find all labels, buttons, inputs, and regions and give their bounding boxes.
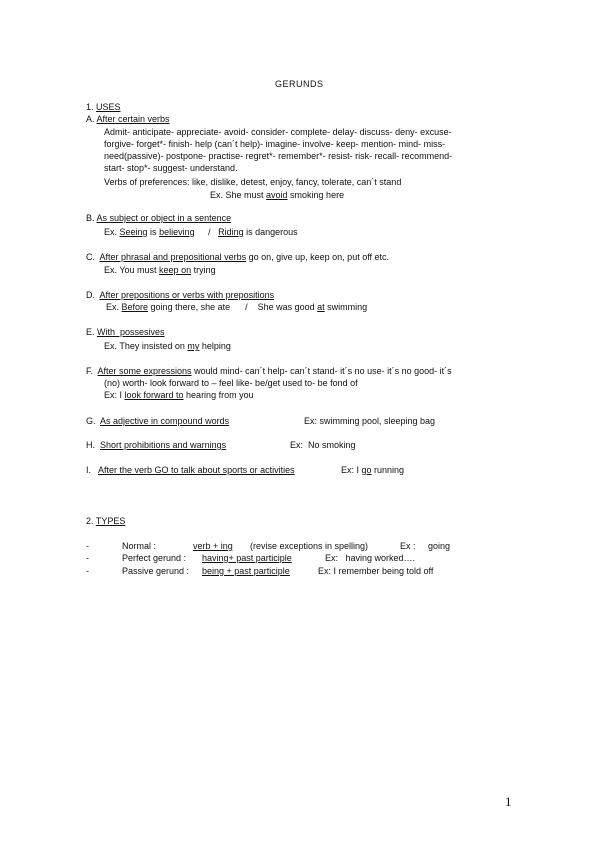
example-g: Ex: swimming pool, sleeping bag [304,416,436,426]
example-a: Ex. She must avoid smoking here [210,190,345,200]
type-form: verb + ing [193,541,233,551]
section-types-heading: 2. TYPES [86,516,126,526]
type-example: Ex: having worked…. [325,553,416,563]
type-example: Ex : going [400,541,451,551]
verbs-line-3: need(passive)- postpone- practise- regret*- remember*- resist- risk- recall- recommend- [104,151,453,161]
type-example: Ex: I remember being told off [318,566,434,576]
type-form: having+ past participle [202,553,292,563]
example-c: Ex. You must keep on trying [104,265,216,275]
example-d: Ex. Before going there, she ate / She was good at swimming [106,302,368,312]
section-uses-heading: 1. USES [86,102,121,112]
type-dash: - [86,541,89,551]
example-h: Ex: No smoking [290,440,356,450]
type-note: (revise exceptions in spelling) [250,541,369,551]
verbs-line-2: forgive- forget*- finish- help (can´t help)- imagine- involve- keep- mention- mind- miss- [104,139,446,149]
expressions-line-2: (no) worth- look forward to – feel like- be/get used to- be fond of [104,378,358,388]
verbs-line-1: Admit- anticipate- appreciate- avoid- consider- complete- delay- discuss- deny- excuse- [104,127,452,137]
type-dash: - [86,566,89,576]
example-i: Ex: I go running [341,465,405,475]
example-f: Ex: I look forward to hearing from you [104,390,254,400]
page-number: 1 [505,794,512,809]
type-dash: - [86,553,89,563]
section-e-heading: E. With possesives [86,327,165,337]
type-name: Normal : [122,541,157,551]
page-title: GERUNDS [275,79,324,89]
example-e: Ex. They insisted on my helping [104,341,231,351]
verbs-of-preferences: Verbs of preferences: like, dislike, detest, enjoy, fancy, tolerate, can´t stand [104,177,402,187]
type-name: Passive gerund : [122,566,190,576]
section-i-heading: I. After the verb GO to talk about sports or activities [86,465,295,475]
section-d-heading: D. After prepositions or verbs with prepositions [86,290,275,300]
example-b: Ex. Seeing is believing / Riding is dangerous [104,227,298,237]
section-a-heading: A. After certain verbs [86,114,170,124]
type-form: being + past participle [202,566,290,576]
section-f-heading: F. After some expressions would mind- can´t help- can´t stand- it´s no use- it´s no good- it´s [86,366,452,376]
verbs-line-4: start- stop*- suggest- understand. [104,163,238,173]
section-c-heading: C. After phrasal and prepositional verbs go on, give up, keep on, put off etc. [86,252,390,262]
section-g-heading: G. As adjective in compound words [86,416,230,426]
section-b-heading: B. As subject or object in a sentence [86,213,232,223]
section-h-heading: H. Short prohibitions and warnings [86,440,227,450]
type-name: Perfect gerund : [122,553,187,563]
